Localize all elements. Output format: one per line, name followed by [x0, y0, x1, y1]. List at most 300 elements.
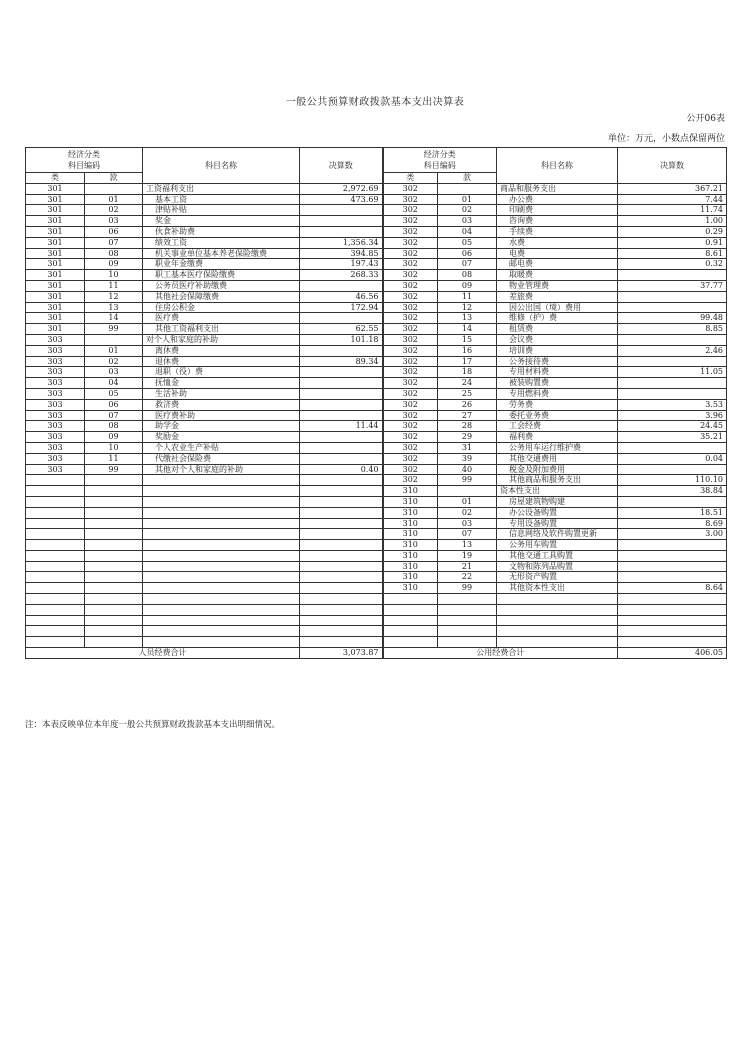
right-lei-cell: 310: [383, 572, 438, 583]
table-row: [26, 183, 727, 194]
right-name-cell: 专用燃料费: [497, 388, 618, 399]
left-name-cell: 津贴补贴: [143, 205, 300, 216]
right-amount-cell: 11.74: [618, 205, 727, 216]
right-kuan-cell: 06: [438, 248, 497, 259]
left-kuan-cell: [85, 637, 143, 648]
left-kuan-cell: [85, 583, 143, 594]
left-lei-cell: 301: [26, 302, 85, 313]
totals-row: [26, 648, 727, 659]
right-lei-cell: 310: [383, 529, 438, 540]
left-kuan-cell: [85, 604, 143, 615]
table-row: [26, 302, 727, 313]
table-row: [26, 561, 727, 572]
right-amount-cell: [618, 637, 727, 648]
left-lei-cell: [26, 529, 85, 540]
right-lei-cell: 302: [383, 345, 438, 356]
right-lei-cell: 310: [383, 496, 438, 507]
right-name-cell: [497, 626, 618, 637]
right-name-cell: 因公出国（境）费用: [497, 302, 618, 313]
right-kuan-cell: 26: [438, 399, 497, 410]
left-name-cell: 个人农业生产补贴: [143, 442, 300, 453]
table-row: [26, 259, 727, 270]
left-amount-cell: [300, 594, 383, 605]
left-name-cell: 伙食补助费: [143, 226, 300, 237]
right-name-cell: 会议费: [497, 334, 618, 345]
left-kuan-cell: 01: [85, 194, 143, 205]
left-amount-cell: [300, 550, 383, 561]
right-lei-cell: 302: [383, 226, 438, 237]
right-kuan-cell: 18: [438, 367, 497, 378]
public-total-amount: 406.05: [618, 648, 727, 659]
left-kuan-cell: 99: [85, 324, 143, 335]
right-kuan-cell: 09: [438, 280, 497, 291]
right-kuan-cell: 14: [438, 324, 497, 335]
right-amount-cell: [618, 496, 727, 507]
left-lei-cell: 301: [26, 324, 85, 335]
right-name-cell: 水费: [497, 237, 618, 248]
right-amount-cell: 8.69: [618, 518, 727, 529]
left-amount-cell: [300, 604, 383, 615]
left-kuan-cell: 11: [85, 280, 143, 291]
left-amount-cell: [300, 432, 383, 443]
right-name-cell: 专用设备购置: [497, 518, 618, 529]
right-name-cell: 租赁费: [497, 324, 618, 335]
right-kuan-cell: [438, 626, 497, 637]
table-row: [26, 388, 727, 399]
left-kuan-cell: 01: [85, 345, 143, 356]
table-row: [26, 280, 727, 291]
right-name-cell: 邮电费: [497, 259, 618, 270]
left-name-cell: 助学金: [143, 421, 300, 432]
right-kuan-cell: [438, 486, 497, 497]
right-amount-cell: 11.05: [618, 367, 727, 378]
table-row: [26, 356, 727, 367]
right-amount-cell: [618, 388, 727, 399]
right-amount-cell: [618, 604, 727, 615]
right-amount-cell: [618, 442, 727, 453]
left-amount-cell: 2,972.69: [300, 183, 383, 194]
left-name-cell: [143, 583, 300, 594]
right-kuan-cell: 03: [438, 216, 497, 227]
left-lei-cell: [26, 583, 85, 594]
left-lei-cell: 301: [26, 280, 85, 291]
left-name-cell: [143, 550, 300, 561]
right-amount-cell: 37.77: [618, 280, 727, 291]
header-kuan: 款: [85, 173, 143, 184]
right-name-cell: 其他商品和服务支出: [497, 475, 618, 486]
right-lei-cell: 302: [383, 324, 438, 335]
right-lei-cell: 302: [383, 475, 438, 486]
left-name-cell: [143, 518, 300, 529]
left-amount-cell: [300, 496, 383, 507]
table-row: [26, 583, 727, 594]
left-name-cell: [143, 594, 300, 605]
right-lei-cell: 302: [383, 378, 438, 389]
table-row: [26, 626, 727, 637]
right-amount-cell: [618, 550, 727, 561]
left-name-cell: 救济费: [143, 399, 300, 410]
left-name-cell: 医疗费: [143, 313, 300, 324]
table-row: [26, 496, 727, 507]
right-name-cell: 其他资本性支出: [497, 583, 618, 594]
right-lei-cell: 302: [383, 421, 438, 432]
left-name-cell: 住房公积金: [143, 302, 300, 313]
left-name-cell: [143, 475, 300, 486]
right-amount-cell: [618, 540, 727, 551]
right-name-cell: [497, 604, 618, 615]
left-lei-cell: [26, 615, 85, 626]
right-amount-cell: 24.45: [618, 421, 727, 432]
right-lei-cell: 302: [383, 216, 438, 227]
left-kuan-cell: 08: [85, 421, 143, 432]
left-name-cell: 抚恤金: [143, 378, 300, 389]
left-amount-cell: 11.44: [300, 421, 383, 432]
right-lei-cell: 302: [383, 388, 438, 399]
right-amount-cell: [618, 302, 727, 313]
left-kuan-cell: [85, 334, 143, 345]
left-lei-cell: [26, 626, 85, 637]
right-lei-cell: 302: [383, 248, 438, 259]
right-amount-cell: [618, 356, 727, 367]
right-lei-cell: 310: [383, 561, 438, 572]
public-total-label: 公用经费合计: [383, 648, 618, 659]
right-lei-cell: 302: [383, 367, 438, 378]
left-amount-cell: 46.56: [300, 291, 383, 302]
right-kuan-cell: 28: [438, 421, 497, 432]
right-amount-cell: [618, 378, 727, 389]
table-row: [26, 464, 727, 475]
right-name-cell: 被装购置费: [497, 378, 618, 389]
left-lei-cell: [26, 637, 85, 648]
left-lei-cell: 301: [26, 216, 85, 227]
right-name-cell: 无形资产购置: [497, 572, 618, 583]
table-row: [26, 421, 727, 432]
left-name-cell: [143, 615, 300, 626]
left-lei-cell: 303: [26, 432, 85, 443]
right-name-cell: [497, 615, 618, 626]
left-name-cell: 绩效工资: [143, 237, 300, 248]
left-amount-cell: 172.94: [300, 302, 383, 313]
left-amount-cell: 1,356.34: [300, 237, 383, 248]
table-row: [26, 637, 727, 648]
table-row: [26, 475, 727, 486]
table-row: [26, 572, 727, 583]
unit-label: 单位：万元，小数点保留两位: [607, 134, 725, 144]
left-name-cell: 奖励金: [143, 432, 300, 443]
right-kuan-cell: 21: [438, 561, 497, 572]
left-amount-cell: [300, 226, 383, 237]
header-lei-right: 类: [383, 173, 438, 184]
left-lei-cell: [26, 572, 85, 583]
right-lei-cell: [383, 615, 438, 626]
left-kuan-cell: 12: [85, 291, 143, 302]
right-lei-cell: 310: [383, 540, 438, 551]
left-kuan-cell: [85, 183, 143, 194]
left-lei-cell: 303: [26, 410, 85, 421]
header-amount: 决算数: [300, 148, 383, 184]
header-kuan-right: 款: [438, 173, 497, 184]
right-kuan-cell: 16: [438, 345, 497, 356]
table-row: [26, 313, 727, 324]
right-name-cell: 手续费: [497, 226, 618, 237]
left-amount-cell: [300, 216, 383, 227]
header-code-group-right: [383, 148, 497, 173]
left-lei-cell: [26, 507, 85, 518]
left-amount-cell: [300, 572, 383, 583]
left-kuan-cell: 06: [85, 226, 143, 237]
right-name-cell: 维修（护）费: [497, 313, 618, 324]
right-amount-cell: 7.44: [618, 194, 727, 205]
left-amount-cell: [300, 507, 383, 518]
left-kuan-cell: [85, 475, 143, 486]
left-kuan-cell: [85, 540, 143, 551]
left-amount-cell: [300, 205, 383, 216]
header-code-group: [26, 148, 143, 173]
left-amount-cell: [300, 518, 383, 529]
right-lei-cell: [383, 604, 438, 615]
table-row: [26, 540, 727, 551]
right-kuan-cell: [438, 615, 497, 626]
right-lei-cell: [383, 626, 438, 637]
left-name-cell: 其他社会保障缴费: [143, 291, 300, 302]
left-name-cell: 职工基本医疗保险缴费: [143, 270, 300, 281]
left-lei-cell: [26, 594, 85, 605]
right-amount-cell: 2.46: [618, 345, 727, 356]
left-amount-cell: 101.18: [300, 334, 383, 345]
left-kuan-cell: 04: [85, 378, 143, 389]
left-name-cell: 奖金: [143, 216, 300, 227]
table-row: [26, 486, 727, 497]
right-kuan-cell: 27: [438, 410, 497, 421]
right-name-cell: 税金及附加费用: [497, 464, 618, 475]
right-amount-cell: 38.84: [618, 486, 727, 497]
left-amount-cell: [300, 345, 383, 356]
right-kuan-cell: 01: [438, 496, 497, 507]
right-lei-cell: 302: [383, 410, 438, 421]
left-kuan-cell: [85, 496, 143, 507]
right-kuan-cell: 99: [438, 475, 497, 486]
table-row: [26, 550, 727, 561]
table-row: [26, 291, 727, 302]
left-lei-cell: [26, 486, 85, 497]
left-kuan-cell: 02: [85, 356, 143, 367]
right-name-cell: 公务用车运行维护费: [497, 442, 618, 453]
right-amount-cell: 0.04: [618, 453, 727, 464]
table-row: [26, 367, 727, 378]
right-kuan-cell: 13: [438, 540, 497, 551]
right-name-cell: 办公设备购置: [497, 507, 618, 518]
left-lei-cell: [26, 561, 85, 572]
table-row: [26, 194, 727, 205]
left-lei-cell: 301: [26, 194, 85, 205]
right-kuan-cell: 08: [438, 270, 497, 281]
right-amount-cell: 8.61: [618, 248, 727, 259]
right-name-cell: 公务用车购置: [497, 540, 618, 551]
right-name-cell: [497, 594, 618, 605]
left-lei-cell: 303: [26, 345, 85, 356]
table-row: [26, 615, 727, 626]
left-kuan-cell: 02: [85, 205, 143, 216]
right-kuan-cell: [438, 637, 497, 648]
right-lei-cell: 302: [383, 464, 438, 475]
personnel-total-amount: 3,073.87: [300, 648, 383, 659]
right-amount-cell: [618, 334, 727, 345]
right-name-cell: 公务接待费: [497, 356, 618, 367]
right-name-cell: 其他交通工具购置: [497, 550, 618, 561]
right-name-cell: 福利费: [497, 432, 618, 443]
page-title: 一般公共预算财政拨款基本支出决算表: [285, 97, 465, 108]
left-amount-cell: [300, 561, 383, 572]
right-name-cell: 委托业务费: [497, 410, 618, 421]
left-amount-cell: 394.85: [300, 248, 383, 259]
right-lei-cell: 302: [383, 270, 438, 281]
right-kuan-cell: 02: [438, 507, 497, 518]
right-lei-cell: 302: [383, 205, 438, 216]
right-lei-cell: 302: [383, 194, 438, 205]
table-row: [26, 453, 727, 464]
left-lei-cell: 301: [26, 237, 85, 248]
left-lei-cell: 301: [26, 248, 85, 259]
right-kuan-cell: 19: [438, 550, 497, 561]
left-name-cell: 离休费: [143, 345, 300, 356]
left-lei-cell: 303: [26, 399, 85, 410]
right-amount-cell: 0.91: [618, 237, 727, 248]
left-lei-cell: 301: [26, 205, 85, 216]
table-row: [26, 270, 727, 281]
left-name-cell: [143, 572, 300, 583]
right-kuan-cell: [438, 604, 497, 615]
left-lei-cell: 303: [26, 356, 85, 367]
left-name-cell: 退休费: [143, 356, 300, 367]
header-code-line1: 经济分类: [68, 150, 100, 159]
right-kuan-cell: 22: [438, 572, 497, 583]
right-name-cell: 电费: [497, 248, 618, 259]
left-kuan-cell: 03: [85, 367, 143, 378]
left-kuan-cell: 14: [85, 313, 143, 324]
right-lei-cell: 302: [383, 356, 438, 367]
right-kuan-cell: 99: [438, 583, 497, 594]
left-kuan-cell: 03: [85, 216, 143, 227]
left-amount-cell: 62.55: [300, 324, 383, 335]
left-lei-cell: 303: [26, 367, 85, 378]
left-lei-cell: 301: [26, 259, 85, 270]
right-amount-cell: 0.32: [618, 259, 727, 270]
table-row: [26, 345, 727, 356]
left-amount-cell: [300, 280, 383, 291]
left-amount-cell: 473.69: [300, 194, 383, 205]
left-name-cell: 对个人和家庭的补助: [143, 334, 300, 345]
table-row: [26, 410, 727, 421]
table-row: [26, 442, 727, 453]
right-amount-cell: 367.21: [618, 183, 727, 194]
expenditure-table: [25, 147, 727, 659]
left-name-cell: 代缴社会保险费: [143, 453, 300, 464]
left-lei-cell: 303: [26, 453, 85, 464]
header-code-line1-right: 经济分类: [423, 150, 456, 159]
left-amount-cell: 0.40: [300, 464, 383, 475]
right-name-cell: 咨询费: [497, 216, 618, 227]
left-amount-cell: [300, 410, 383, 421]
left-amount-cell: [300, 442, 383, 453]
left-kuan-cell: 06: [85, 399, 143, 410]
left-kuan-cell: 09: [85, 259, 143, 270]
right-name-cell: 取暖费: [497, 270, 618, 281]
table-row: [26, 378, 727, 389]
right-lei-cell: 302: [383, 453, 438, 464]
table-row: [26, 324, 727, 335]
form-number: 公开06表: [686, 114, 725, 124]
right-lei-cell: 302: [383, 183, 438, 194]
left-amount-cell: [300, 583, 383, 594]
left-lei-cell: [26, 550, 85, 561]
right-kuan-cell: 29: [438, 432, 497, 443]
header-amount-right: 决算数: [618, 148, 727, 184]
left-name-cell: [143, 496, 300, 507]
right-name-cell: 信息网络及软件购置更新: [497, 529, 618, 540]
left-kuan-cell: [85, 615, 143, 626]
right-amount-cell: [618, 561, 727, 572]
right-kuan-cell: 03: [438, 518, 497, 529]
left-kuan-cell: [85, 507, 143, 518]
left-kuan-cell: [85, 572, 143, 583]
right-kuan-cell: 31: [438, 442, 497, 453]
left-amount-cell: [300, 486, 383, 497]
right-lei-cell: 302: [383, 280, 438, 291]
right-lei-cell: [383, 637, 438, 648]
right-amount-cell: [618, 626, 727, 637]
right-amount-cell: [618, 270, 727, 281]
right-name-cell: 差旅费: [497, 291, 618, 302]
left-amount-cell: [300, 453, 383, 464]
left-lei-cell: 301: [26, 313, 85, 324]
right-lei-cell: 310: [383, 583, 438, 594]
right-lei-cell: 302: [383, 432, 438, 443]
right-kuan-cell: 39: [438, 453, 497, 464]
right-kuan-cell: 13: [438, 313, 497, 324]
right-name-cell: [497, 637, 618, 648]
left-name-cell: [143, 561, 300, 572]
right-amount-cell: [618, 464, 727, 475]
left-amount-cell: [300, 637, 383, 648]
right-name-cell: 物业管理费: [497, 280, 618, 291]
left-lei-cell: 303: [26, 464, 85, 475]
right-name-cell: 文物和陈列品购置: [497, 561, 618, 572]
left-lei-cell: 301: [26, 291, 85, 302]
right-kuan-cell: 40: [438, 464, 497, 475]
right-kuan-cell: 12: [438, 302, 497, 313]
left-kuan-cell: 07: [85, 410, 143, 421]
personnel-total-label: 人员经费合计: [26, 648, 300, 659]
right-kuan-cell: [438, 594, 497, 605]
right-kuan-cell: 01: [438, 194, 497, 205]
left-kuan-cell: 09: [85, 432, 143, 443]
left-amount-cell: [300, 313, 383, 324]
left-lei-cell: [26, 475, 85, 486]
right-amount-cell: 0.29: [618, 226, 727, 237]
header-name: 科目名称: [143, 148, 300, 184]
right-kuan-cell: 15: [438, 334, 497, 345]
left-kuan-cell: 13: [85, 302, 143, 313]
left-lei-cell: 301: [26, 270, 85, 281]
right-name-cell: 办公费: [497, 194, 618, 205]
left-lei-cell: 301: [26, 183, 85, 194]
left-lei-cell: 303: [26, 442, 85, 453]
left-name-cell: [143, 540, 300, 551]
right-amount-cell: 8.64: [618, 583, 727, 594]
table-row: [26, 432, 727, 443]
left-name-cell: 医疗费补助: [143, 410, 300, 421]
left-lei-cell: 303: [26, 334, 85, 345]
